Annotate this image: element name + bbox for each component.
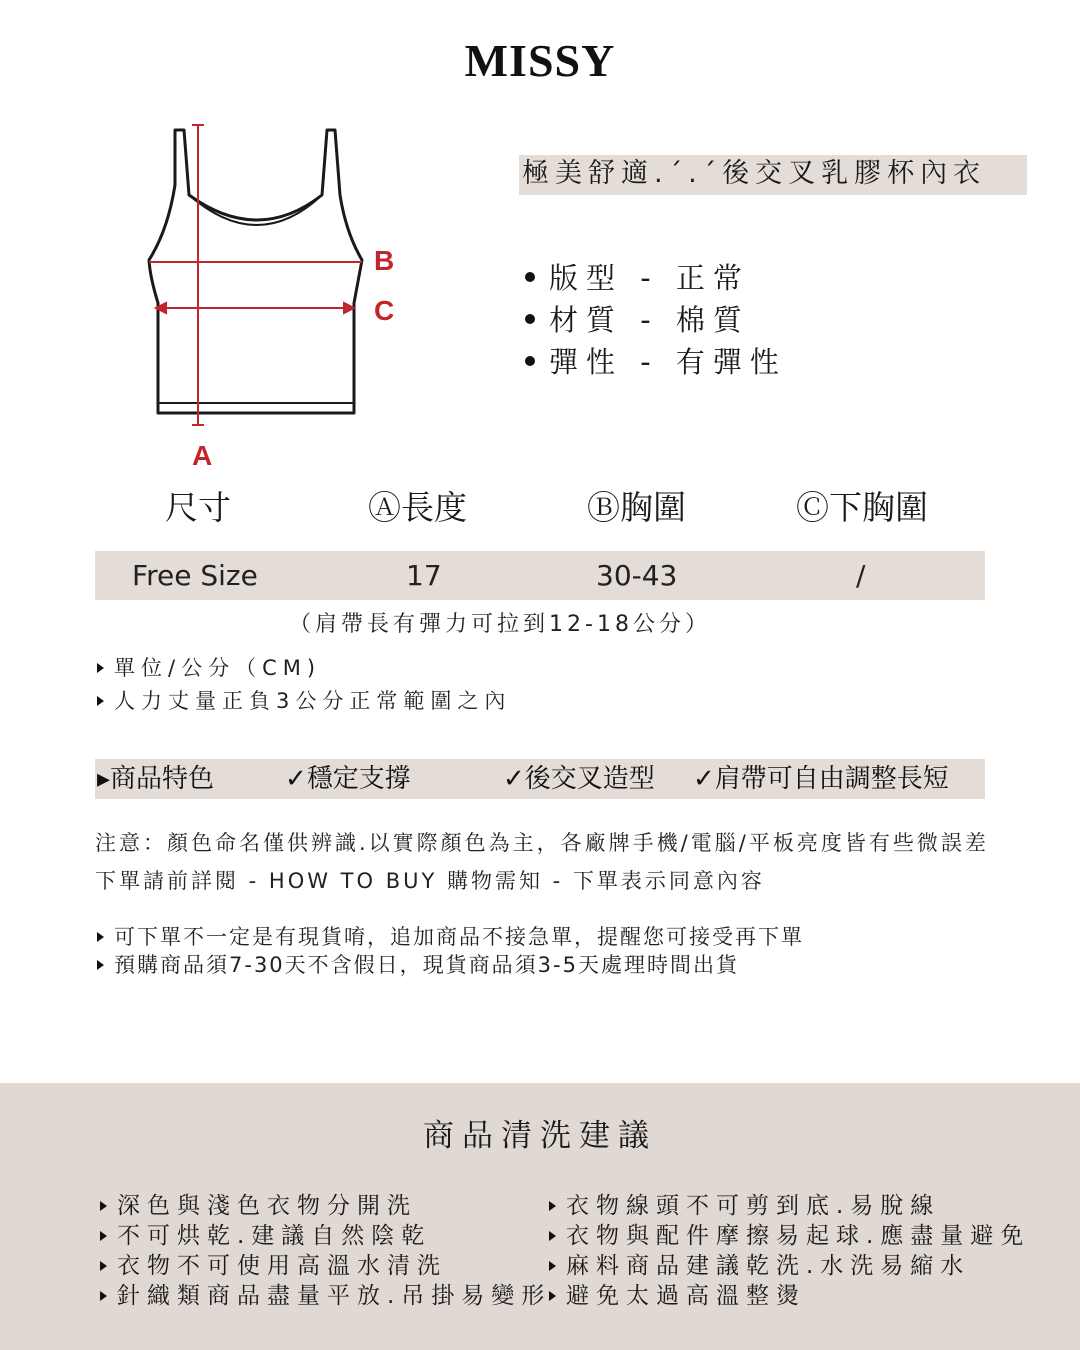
care-item: 深色與淺色衣物分開洗 bbox=[100, 1191, 417, 1221]
triangle-bullet-icon bbox=[549, 1201, 556, 1211]
size-value-length: 17 bbox=[406, 559, 442, 592]
care-title: 商品清洗建議 bbox=[423, 1118, 657, 1154]
attribute-elasticity: 彈性 - 有彈性 bbox=[525, 344, 787, 380]
size-value-underbust: / bbox=[856, 559, 866, 592]
triangle-bullet-icon bbox=[549, 1291, 556, 1301]
size-header-underbust: Ⓒ下胸圍 bbox=[796, 488, 928, 527]
triangle-bullet-icon bbox=[97, 932, 104, 942]
triangle-bullet-icon bbox=[549, 1261, 556, 1271]
size-value-size: Free Size bbox=[132, 559, 258, 592]
attribute-material: 材質 - 棉質 bbox=[525, 302, 750, 338]
unit-note: 單位/公分（CM) bbox=[97, 654, 321, 682]
bullet-icon bbox=[525, 314, 535, 324]
triangle-bullet-icon bbox=[100, 1261, 107, 1271]
triangle-bullet-icon bbox=[97, 663, 104, 673]
measure-label-a: A bbox=[192, 440, 213, 471]
care-item: 避免太過高溫整燙 bbox=[549, 1281, 806, 1311]
triangle-bullet-icon bbox=[97, 960, 104, 970]
caution-text: 注意：顏色命名僅供辨識.以實際顏色為主，各廠牌手機/電腦/平板亮度皆有些微誤差 bbox=[95, 831, 989, 855]
size-header-length: Ⓐ長度 bbox=[368, 488, 467, 527]
care-item: 麻料商品建議乾洗.水洗易縮水 bbox=[549, 1251, 970, 1281]
bullet-icon bbox=[525, 356, 535, 366]
triangle-bullet-icon bbox=[100, 1291, 107, 1301]
triangle-bullet-icon bbox=[97, 696, 104, 706]
size-header-size: 尺寸 bbox=[165, 488, 231, 527]
garment-measurement-diagram bbox=[140, 115, 410, 475]
care-item: 不可烘乾.建議自然陰乾 bbox=[100, 1221, 431, 1251]
tolerance-note: 人力丈量正負3公分正常範圍之內 bbox=[97, 687, 511, 715]
care-item: 衣物線頭不可剪到底.易脫線 bbox=[549, 1191, 940, 1221]
bullet-icon bbox=[525, 272, 535, 282]
caution-text: 下單請前詳閱 - HOW TO BUY 購物需知 - 下單表示同意內容 bbox=[95, 869, 765, 893]
triangle-bullet-icon bbox=[100, 1231, 107, 1241]
brand-logo: MISSY bbox=[464, 35, 616, 86]
care-item: 針織類商品盡量平放.吊掛易變形 bbox=[100, 1281, 551, 1311]
strap-note: （肩帶長有彈力可拉到12-18公分） bbox=[289, 612, 711, 637]
triangle-bullet-icon bbox=[549, 1231, 556, 1241]
product-title: 極美舒適.ˊ.ˊ後交叉乳膠杯內衣 bbox=[519, 155, 1027, 195]
feature-item: ✓穩定支撐 bbox=[285, 764, 411, 794]
measure-label-b: B bbox=[374, 245, 395, 276]
features-label: ▸商品特色 bbox=[97, 764, 215, 794]
size-header-bust: Ⓑ胸圍 bbox=[587, 488, 686, 527]
attribute-fit: 版型 - 正常 bbox=[525, 260, 750, 296]
triangle-bullet-icon bbox=[100, 1201, 107, 1211]
measurement-lines bbox=[149, 125, 362, 425]
preorder-note: 預購商品須7-30天不含假日，現貨商品須3-5天處理時間出貨 bbox=[97, 951, 739, 979]
size-value-bust: 30-43 bbox=[596, 559, 678, 592]
care-item: 衣物不可使用高溫水清洗 bbox=[100, 1251, 447, 1281]
feature-item: ✓肩帶可自由調整長短 bbox=[693, 764, 949, 794]
feature-item: ✓後交叉造型 bbox=[503, 764, 655, 794]
care-item: 衣物與配件摩擦易起球.應盡量避免 bbox=[549, 1221, 1030, 1251]
tank-top-outline bbox=[149, 130, 362, 413]
measure-label-c: C bbox=[374, 295, 395, 326]
preorder-note: 可下單不一定是有現貨唷，追加商品不接急單，提醒您可接受再下單 bbox=[97, 923, 804, 951]
